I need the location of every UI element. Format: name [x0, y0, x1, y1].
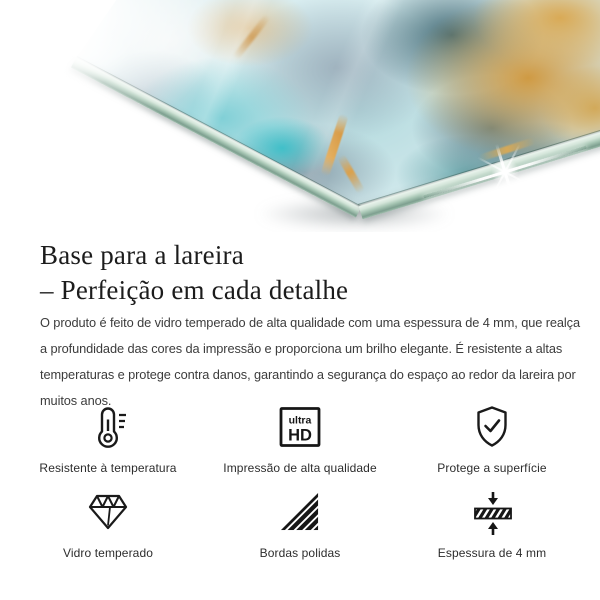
feature-label: Protege a superfície [437, 461, 547, 475]
product-hero-image [0, 0, 600, 232]
feature-label: Impressão de alta qualidade [223, 461, 377, 475]
sparkle-glow [491, 158, 519, 186]
feature-tempered-glass [12, 489, 204, 560]
feature-print-quality [204, 404, 396, 475]
ultra-hd-icon [277, 404, 323, 450]
svg-text:HD: HD [288, 426, 312, 445]
feature-polished-edges [204, 489, 396, 560]
diamond-icon [85, 490, 131, 534]
feature-surface-protection [396, 404, 588, 475]
page-title-line2: – Perfeição em cada detalhe [40, 275, 349, 305]
feature-label: Espessura de 4 mm [437, 546, 547, 560]
description-line: muitos anos. [40, 393, 112, 408]
product-description [40, 310, 580, 414]
feature-thickness [396, 489, 588, 560]
thickness-4mm-icon [469, 489, 515, 535]
page-title [40, 238, 560, 308]
feature-temperature [12, 404, 204, 475]
feature-label: Vidro temperado [63, 546, 153, 560]
thermometer-icon [85, 404, 131, 450]
description-line: a profundidade das cores da impressão e proporciona um brilho elegante. É resistente a altas [40, 341, 563, 356]
description-line: O produto é feito de vidro temperado de alta qualidade com uma espessura de 4 mm, que realça [40, 315, 580, 330]
polished-edges-icon [278, 490, 322, 534]
feature-grid [0, 404, 600, 560]
feature-label: Bordas polidas [259, 546, 341, 560]
shield-check-icon [469, 404, 515, 450]
description-line: temperaturas e protege contra danos, garantindo a segurança do espaço ao redor da lareira por [40, 367, 576, 382]
page-title-line1: Base para a lareira [40, 240, 244, 270]
feature-label: Resistente à temperatura [39, 461, 177, 475]
svg-text:ultra: ultra [288, 414, 312, 427]
